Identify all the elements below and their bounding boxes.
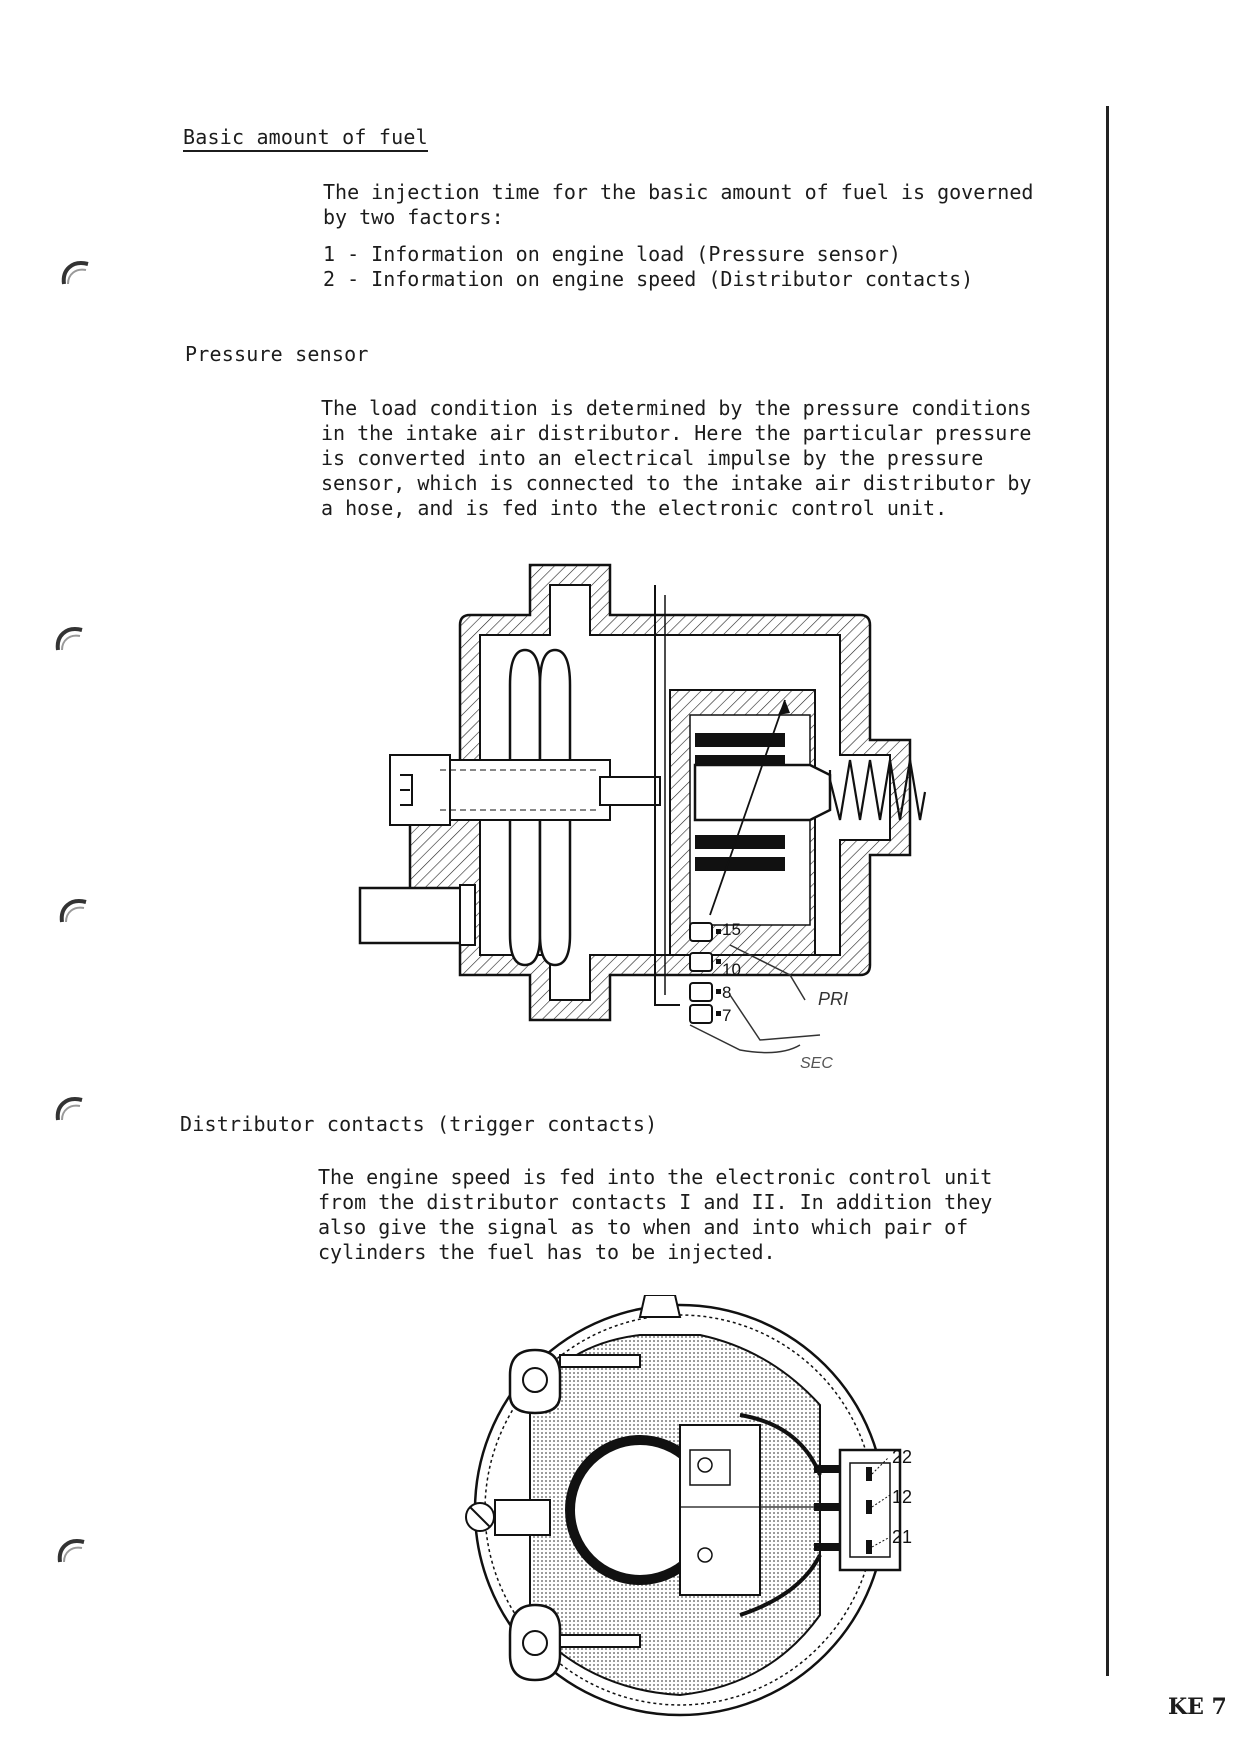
punch-hole-icon [52,1532,92,1572]
heading-distributor-contacts: Distributor contacts (trigger contacts) [180,1112,658,1136]
text-line: is converted into an electrical impulse by the pressure [321,446,984,470]
text-line: also give the signal as to when and into which pair of [318,1215,969,1239]
text-line: cylinders the fuel has to be injected. [318,1240,776,1264]
pressure-sensor-diagram [350,555,970,1075]
distributor-paragraph [318,1165,992,1265]
intro-paragraph [323,180,1033,230]
list-item: 1 - Information on engine load (Pressure sensor) [323,242,901,266]
terminal-label-21: 21 [892,1527,913,1547]
list-item: 2 - Information on engine speed (Distributor contacts) [323,267,974,291]
text-line: The load condition is determined by the pressure conditions [321,396,1032,420]
armature [695,765,830,820]
margin-rule [1106,106,1109,1676]
distributor-contacts-diagram [440,1295,940,1735]
heading-pressure-sensor: Pressure sensor [185,342,369,366]
text-line: a hose, and is fed into the electronic control unit. [321,496,948,520]
hose-connector [360,888,470,943]
text-line: in the intake air distributor. Here the particular pressure [321,421,1032,445]
text-line: sensor, which is connected to the intake air distributor by [321,471,1032,495]
factor-list [323,242,973,292]
heading-basic-fuel: Basic amount of fuel [183,125,428,152]
plunger-rod [440,760,610,820]
terminal-label-12: 12 [892,1487,913,1507]
terminal-label-22: 22 [892,1447,913,1467]
left-fitting [390,755,450,825]
terminal-label-15: 15 [722,920,741,939]
terminal-label-10: 10 [722,960,741,979]
text-line: The injection time for the basic amount of fuel is governed [323,180,1034,204]
punch-hole-icon [54,892,94,932]
handwritten-pri: PRI [818,989,849,1009]
punch-hole-icon [50,620,90,660]
pressure-sensor-paragraph [321,396,1031,521]
terminal-label-7: 7 [722,1006,732,1025]
terminal-label-8: 8 [722,983,732,1002]
text-line: by two factors: [323,205,504,229]
handwritten-sec: SEC [800,1055,833,1072]
text-line: The engine speed is fed into the electronic control unit [318,1165,993,1189]
punch-hole-icon [56,254,96,294]
punch-hole-icon [50,1090,90,1130]
text-line: from the distributor contacts I and II. In addition they [318,1190,993,1214]
page-number: KE 7 [1168,1694,1227,1720]
